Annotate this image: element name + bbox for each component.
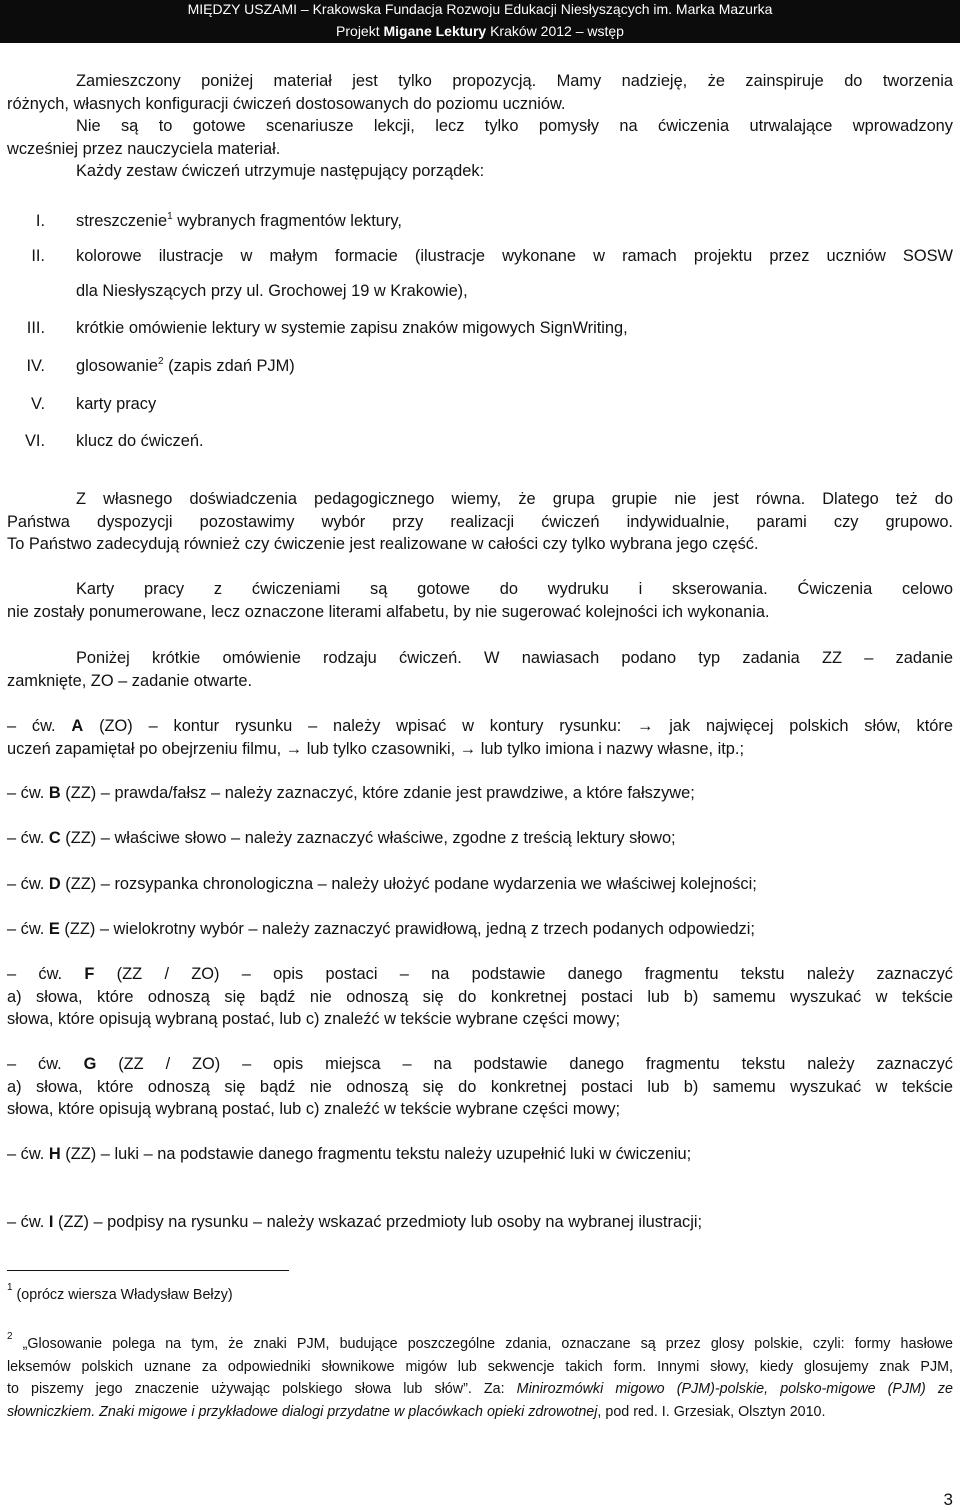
list-item-cont: dla Niesłyszących przy ul. Grochowej 19 w Krakowie), <box>76 282 468 300</box>
intro-paragraph: Zamieszczony poniżej materiał jest tylko propozycją. Mamy nadzieję, że zainspiruje do tworzenia różnych, własnych konfiguracji ćwiczeń dostosowanych do poziomu uczniów. Nie są to gotowe scenariusze lekcji, lecz tylko pomysły na ćwiczenia utrwalające wprowadzony wcześniej przez nauczyciela materiał. Każdy zestaw ćwiczeń utrzymuje następujący porządek: <box>7 72 953 180</box>
exercise-a: – ćw. A (ZO) – kontur rysunku – należy wpisać w kontury rysunku: → jak najwięcej polskich słów, które uczeń zapamiętał po obejrzeniu filmu, → lub tylko czasowniki, → lub tylko imiona i nazwy własne, itp.; <box>7 717 953 758</box>
list-item: III. krótkie omówienie lektury w systemie zapisu znaków migowych SignWriting, <box>26 319 628 337</box>
exercise-d: – ćw. D (ZZ) – rozsypanka chronologiczna – należy ułożyć podane wydarzenia we właściwej kolejności; <box>7 875 757 893</box>
list-item: VI. klucz do ćwiczeń. <box>24 432 204 450</box>
exercise-f: – ćw. F (ZZ / ZO) – opis postaci – na podstawie danego fragmentu tekstu należy zaznaczyć a) słowa, które odnoszą się bądź nie odnoszą się do konkretnej postaci lub b) samemu wyszukać w tekście słowa, które opisują wybraną postać, lub c) znaleźć w tekście wybrane części mowy; <box>7 965 954 1028</box>
footnote-separator <box>7 1270 289 1271</box>
paragraph-exercise-types: Poniżej krótkie omówienie rodzaju ćwiczeń. W nawiasach podano typ zadania ZZ – zadanie zamknięte, ZO – zadanie otwarte. <box>7 649 953 690</box>
paragraph-groups: Z własnego doświadczenia pedagogicznego wiemy, że grupa grupie nie jest równa. Dlatego też do Państwa dyspozycji pozostawimy wybór przy realizacji ćwiczeń indywidualnie, parami czy grupowo. To Państwo zadecydują również czy ćwiczenie jest realizowane w całości czy tylko wybrana jego część. <box>7 490 953 553</box>
exercise-h: – ćw. H (ZZ) – luki – na podstawie danego fragmentu tekstu należy uzupełnić luki w ćwiczeniu; <box>7 1145 692 1163</box>
document-header <box>0 0 960 43</box>
page-number: 3 <box>943 1490 953 1509</box>
list-item: V. karty pracy <box>31 395 157 413</box>
list-item: IV. glosowanie$^2$ (zapis zdań PJM) <box>26 356 295 375</box>
exercise-g: – ćw. G (ZZ / ZO) – opis miejsca – na podstawie danego fragmentu tekstu należy zaznaczyć a) słowa, które odnoszą się bądź nie odnoszą się do konkretnej postaci lub b) samemu wyszukać w tekście słowa, które opisują wybraną postać, lub c) znaleźć w tekście wybrane części mowy; <box>7 1055 954 1118</box>
header-line1: MIĘDZY USZAMI – Krakowska Fundacja Rozwoju Edukacji Niesłyszących im. Marka Mazurka <box>187 1 773 17</box>
exercise-c: – ćw. C (ZZ) – właściwe słowo – należy zaznaczyć właściwe, zgodne z treścią lektury słowo; <box>7 829 676 847</box>
header-line2: Projekt Migane Lektury Kraków 2012 – wstęp <box>336 23 624 39</box>
exercise-i: – ćw. I (ZZ) – podpisy na rysunku – należy wskazać przedmioty lub osoby na wybranej ilustracji; <box>7 1213 703 1231</box>
exercise-b: – ćw. B (ZZ) – prawda/fałsz – należy zaznaczyć, które zdanie jest prawdziwe, a które fałszywe; <box>7 784 695 802</box>
exercise-e: – ćw. E (ZZ) – wielokrotny wybór – należy zaznaczyć prawidłową, jedną z trzech podanych odpowiedzi; <box>7 920 755 938</box>
list-item: I. streszczenie$^1$ wybranych fragmentów lektury, <box>35 211 402 230</box>
project-title: Migane Lektury <box>383 23 487 39</box>
footnote-2: $^2$ „Glosowanie polega na tym, że znaki PJM, budujące poszczególne zdania, oznaczane są przez glosy polskie, czyli: formy hasłowe leksemów polskich uznane za odpowiedniki słownikowe migów lub sekwencje takich form. Innymi słowy, kiedy glosujemy znak PJM, to piszemy jego znaczenie używając polskiego słowa lub słów”. Za: Minirozmówki migowo (PJM)-polskie, polsko-migowe (PJM) ze słowniczkiem. Znaki migowe i przykładowe dialogi przydatne w placówkach opieki zdrowotnej, pod red. I. Grzesiak, Olsztyn 2010. <box>7 1331 953 1420</box>
list-item: II. kolorowe ilustracje w małym formacie (ilustracje wykonane w ramach projektu przez uczniów SOSW <box>31 247 953 265</box>
paragraph-worksheets: Karty pracy z ćwiczeniami są gotowe do wydruku i skserowania. Ćwiczenia celowo nie zostały ponumerowane, lecz oznaczone literami alfabetu, by nie sugerować kolejności ich wykonania. <box>7 580 953 621</box>
footnote-1: $^1$ (oprócz wiersza Władysław Bełzy) <box>7 1282 233 1303</box>
